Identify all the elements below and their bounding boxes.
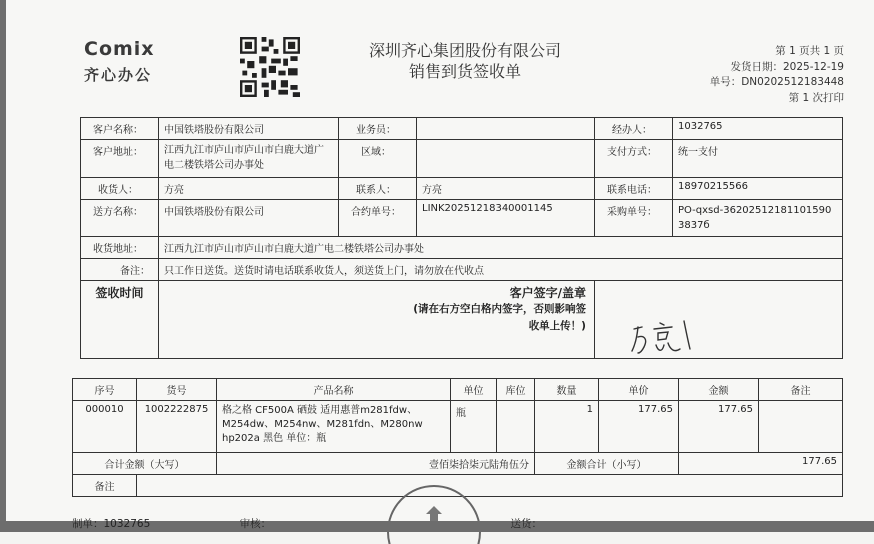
- col-qty: 数量: [535, 379, 599, 401]
- purchase-number: PO-qxsd-362025121811015903837б: [673, 200, 843, 237]
- col-seq: 序号: [73, 379, 137, 401]
- phone: 18970215566: [673, 178, 843, 200]
- col-amount: 金额: [679, 379, 759, 401]
- items-table: [72, 378, 843, 497]
- item-qty: 1: [535, 401, 599, 453]
- deliverer: 送货：: [510, 518, 542, 530]
- col-note: 备注: [759, 379, 843, 401]
- ship-to: 中国铁塔股份有限公司: [159, 200, 339, 237]
- customer-sign-instructions: [159, 281, 595, 359]
- item-code: 1002222875: [137, 401, 217, 453]
- scan-edge: [0, 0, 6, 532]
- document-meta: [710, 44, 844, 106]
- contact: 方亮: [417, 178, 595, 200]
- handler: 1032765: [673, 118, 843, 140]
- item-amount: 177.65: [679, 401, 759, 453]
- qr-code-icon: [240, 37, 300, 97]
- contract-label: 合约单号：: [339, 200, 417, 237]
- company-seal: [374, 484, 494, 544]
- customer-sign-note: (请在右方空白格内签字，否则影响签收单上传！): [413, 303, 586, 332]
- handler-label: 经办人：: [595, 118, 673, 140]
- item-name: 格之格 CF500A 硒鼓 适用惠普m281fdw、M254dw、M254nw、M281fdn、M280nw hp202a 黑色 单位：瓶: [217, 401, 451, 453]
- salesman-label: 业务员：: [339, 118, 417, 140]
- col-price: 单价: [599, 379, 679, 401]
- remark-label: 备注：: [81, 259, 159, 281]
- payment-label: 支付方式：: [595, 140, 673, 178]
- region: [417, 140, 595, 178]
- total-row: [73, 453, 843, 475]
- item-seq: 000010: [73, 401, 137, 453]
- purchase-label: 采购单号：: [595, 200, 673, 237]
- logo-en: Comix: [84, 38, 155, 60]
- remark: 只工作日送货。送货时请电话联系收货人，须送货上门，请勿放在代收点: [159, 259, 843, 281]
- col-unit: 单位: [451, 379, 497, 401]
- customer-addr-label: 客户地址：: [81, 140, 159, 178]
- item-location: [497, 401, 535, 453]
- company-name: 深圳齐心集团股份有限公司: [368, 41, 561, 60]
- region-label: 区域：: [339, 140, 417, 178]
- company-logo: [84, 38, 155, 85]
- phone-label: 联系电话：: [595, 178, 673, 200]
- customer-sign-title: 客户签字/盖章: [509, 286, 586, 300]
- sign-time-label: 签收时间: [81, 281, 159, 359]
- items-header-row: [73, 379, 843, 401]
- contact-label: 联系人：: [339, 178, 417, 200]
- item-note: [759, 401, 843, 453]
- receiver-label: 收货人：: [81, 178, 159, 200]
- total-lower: 177.65: [679, 453, 843, 475]
- salesman: [417, 118, 595, 140]
- print-count: 第 1 次打印: [788, 91, 844, 104]
- document-title: [330, 40, 600, 82]
- item-unit: 瓶: [451, 401, 497, 453]
- ship-date: 发货日期：2025-12-19: [730, 60, 844, 73]
- total-upper: 壹佰柒拾柒元陆角伍分: [217, 453, 535, 475]
- customer-info-table: [80, 117, 843, 359]
- footer-signatures: [72, 516, 628, 531]
- page-info: 第 1 页共 1 页: [775, 45, 844, 57]
- logo-cn: 齐心办公: [84, 66, 153, 84]
- table-row: [73, 401, 843, 453]
- col-name: 产品名称: [217, 379, 451, 401]
- items-remark-label: 备注: [73, 475, 137, 497]
- delivery-addr-label: 收货地址：: [81, 237, 159, 259]
- total-upper-label: 合计金额（大写）: [73, 453, 217, 475]
- form-title: 销售到货签收单: [408, 62, 521, 81]
- customer-name: 中国铁塔股份有限公司: [159, 118, 339, 140]
- contract-number: LINK20251218340001145: [417, 200, 595, 237]
- receiver: 方亮: [159, 178, 339, 200]
- ship-to-label: 送方名称：: [81, 200, 159, 237]
- handwritten-signature: [628, 315, 708, 359]
- reviewer: 审核：: [239, 518, 272, 530]
- delivery-addr: 江西九江市庐山市庐山市白鹿大道广电二楼铁塔公司办事处: [159, 237, 843, 259]
- payment: 统一支付: [673, 140, 843, 178]
- total-lower-label: 金额合计（小写）: [535, 453, 679, 475]
- maker: 制单：1032765: [72, 518, 151, 530]
- col-location: 库位: [497, 379, 535, 401]
- item-price: 177.65: [599, 401, 679, 453]
- customer-name-label: 客户名称：: [81, 118, 159, 140]
- customer-addr: 江西九江市庐山市庐山市白鹿大道广电二楼铁塔公司办事处: [159, 140, 339, 178]
- col-code: 货号: [137, 379, 217, 401]
- doc-number: 单号：DN0202512183448: [709, 76, 844, 88]
